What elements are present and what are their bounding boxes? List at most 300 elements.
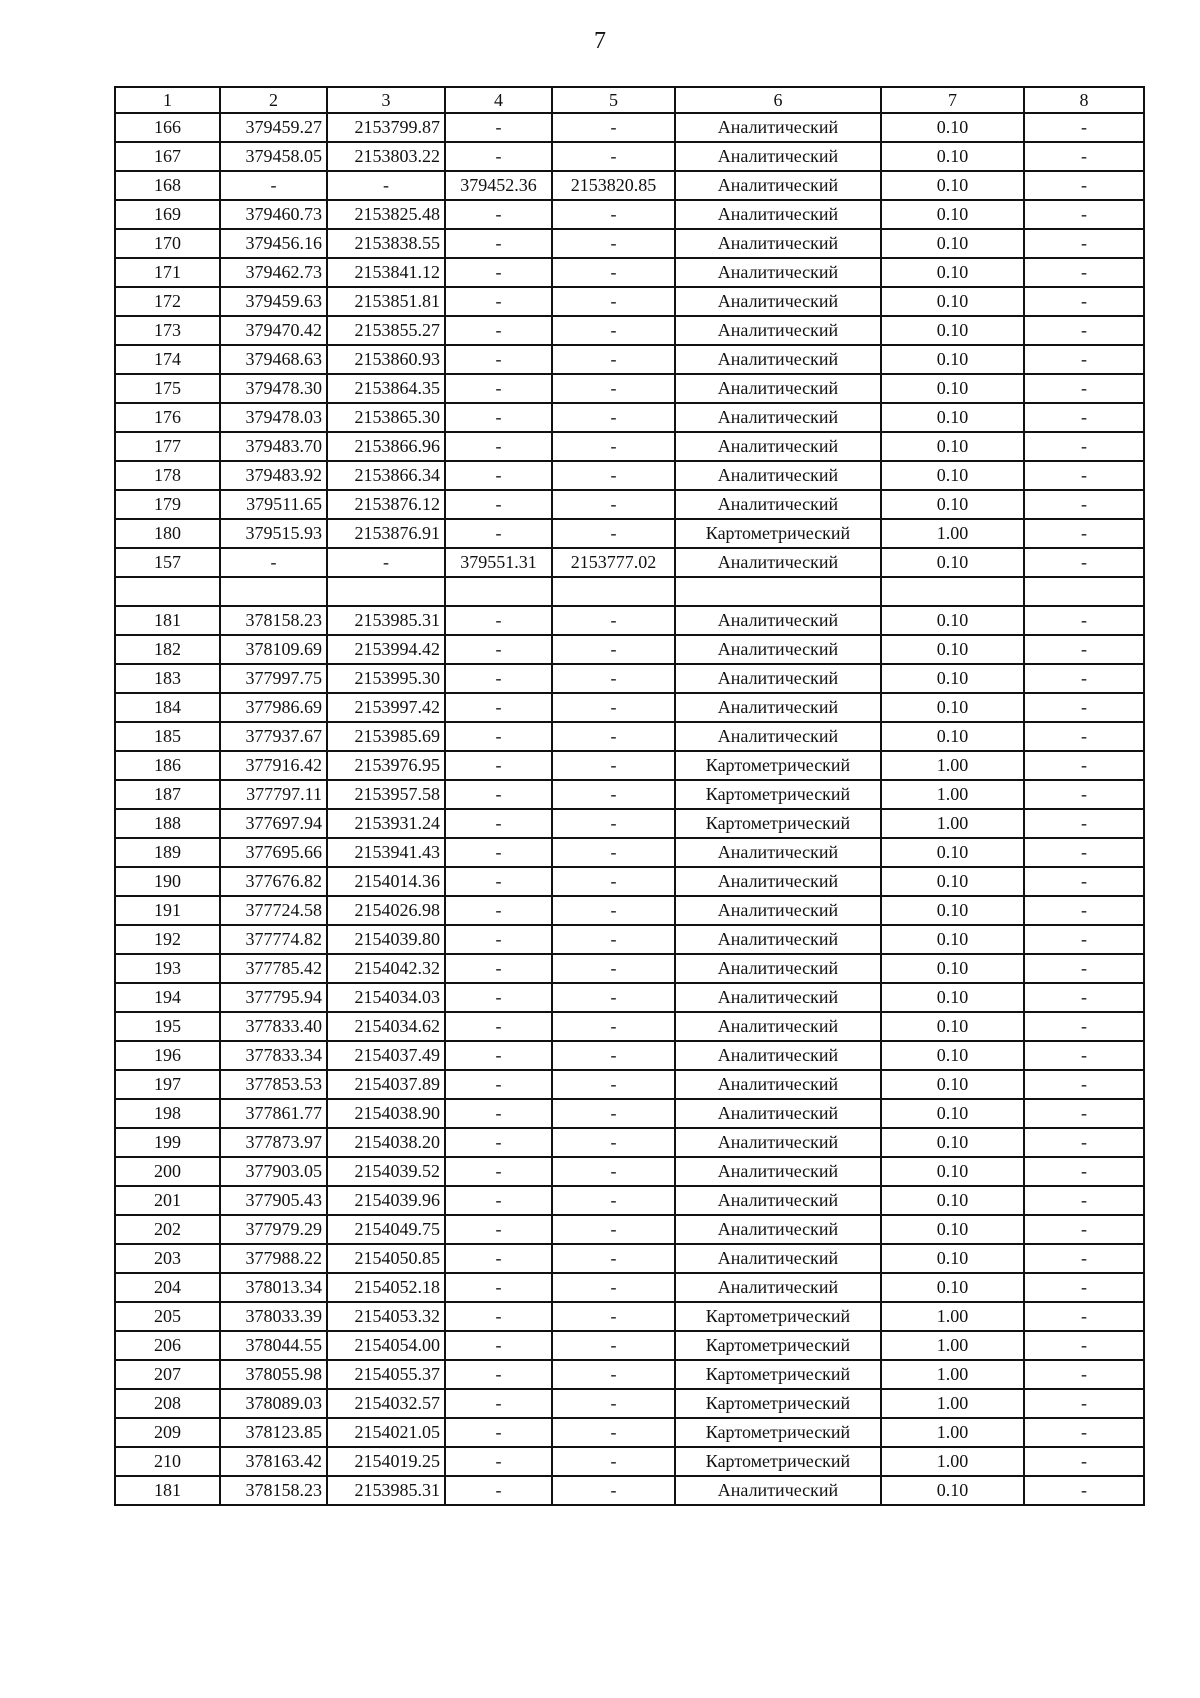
table-cell: 379456.16 <box>220 229 327 258</box>
table-cell <box>675 577 881 606</box>
table-cell: Аналитический <box>675 345 881 374</box>
table-cell: 2154050.85 <box>327 1244 445 1273</box>
table-cell: 1.00 <box>881 1331 1024 1360</box>
table-cell: - <box>1024 113 1144 142</box>
table-cell: 0.10 <box>881 983 1024 1012</box>
table-cell: 0.10 <box>881 1041 1024 1070</box>
table-row <box>115 1099 1144 1128</box>
table-cell: - <box>1024 925 1144 954</box>
table-cell: 2153820.85 <box>552 171 675 200</box>
table-cell: 2153777.02 <box>552 548 675 577</box>
table-cell: Аналитический <box>675 490 881 519</box>
table-cell: 187 <box>115 780 220 809</box>
table-cell: - <box>552 113 675 142</box>
table-cell: - <box>1024 635 1144 664</box>
table-cell: 379460.73 <box>220 200 327 229</box>
table-cell: 379459.63 <box>220 287 327 316</box>
table-cell: - <box>1024 1070 1144 1099</box>
column-header: 7 <box>881 87 1024 113</box>
table-cell: 377979.29 <box>220 1215 327 1244</box>
table-cell: 2153876.91 <box>327 519 445 548</box>
table-cell: Аналитический <box>675 983 881 1012</box>
table-cell: - <box>445 606 552 635</box>
table-cell: Аналитический <box>675 693 881 722</box>
table-row <box>115 1302 1144 1331</box>
table-cell: 0.10 <box>881 229 1024 258</box>
table-cell: 377833.40 <box>220 1012 327 1041</box>
table-cell: - <box>552 200 675 229</box>
table-cell: 377861.77 <box>220 1099 327 1128</box>
table-cell: Картометрический <box>675 780 881 809</box>
table-cell: 2154037.89 <box>327 1070 445 1099</box>
table-cell: 0.10 <box>881 490 1024 519</box>
table-cell: 0.10 <box>881 722 1024 751</box>
table-cell: - <box>445 1418 552 1447</box>
table-cell: - <box>552 1041 675 1070</box>
table-cell: - <box>552 1273 675 1302</box>
table-cell: - <box>445 374 552 403</box>
table-cell: - <box>445 1302 552 1331</box>
table-cell: 2153851.81 <box>327 287 445 316</box>
table-cell: 2154021.05 <box>327 1418 445 1447</box>
table-cell: - <box>445 896 552 925</box>
table-cell: - <box>445 1012 552 1041</box>
table-cell: - <box>552 1418 675 1447</box>
table-row <box>115 1070 1144 1099</box>
table-row <box>115 867 1144 896</box>
table-cell: 379515.93 <box>220 519 327 548</box>
table-cell: Аналитический <box>675 925 881 954</box>
table-cell: 2154039.80 <box>327 925 445 954</box>
table-cell: - <box>552 1186 675 1215</box>
table-row <box>115 461 1144 490</box>
table-cell <box>327 577 445 606</box>
table-cell: 378055.98 <box>220 1360 327 1389</box>
table-cell: 180 <box>115 519 220 548</box>
table-cell: Аналитический <box>675 1128 881 1157</box>
table-cell: 202 <box>115 1215 220 1244</box>
table-cell: - <box>552 838 675 867</box>
table-row <box>115 606 1144 635</box>
table-cell: 0.10 <box>881 1215 1024 1244</box>
table-cell: 378033.39 <box>220 1302 327 1331</box>
table-cell: Картометрический <box>675 1331 881 1360</box>
table-cell: 0.10 <box>881 548 1024 577</box>
table-cell: Картометрический <box>675 809 881 838</box>
table-cell: - <box>1024 867 1144 896</box>
table-cell: 377986.69 <box>220 693 327 722</box>
table-row <box>115 1244 1144 1273</box>
table-cell: 377774.82 <box>220 925 327 954</box>
table-cell: - <box>1024 606 1144 635</box>
table-cell: - <box>445 142 552 171</box>
table-cell: 0.10 <box>881 461 1024 490</box>
table-cell: - <box>445 1360 552 1389</box>
table-cell: 2154053.32 <box>327 1302 445 1331</box>
table-cell: - <box>1024 1302 1144 1331</box>
table-cell: 0.10 <box>881 1012 1024 1041</box>
table-cell: - <box>327 171 445 200</box>
table-cell: Аналитический <box>675 1099 881 1128</box>
table-cell: - <box>445 635 552 664</box>
table-cell: 168 <box>115 171 220 200</box>
table-cell: Аналитический <box>675 200 881 229</box>
table-cell: - <box>1024 1273 1144 1302</box>
column-header: 1 <box>115 87 220 113</box>
table-row <box>115 113 1144 142</box>
table-cell: - <box>1024 316 1144 345</box>
table-cell: Аналитический <box>675 867 881 896</box>
table-cell: - <box>445 1041 552 1070</box>
table-cell: Картометрический <box>675 751 881 780</box>
table-cell: 198 <box>115 1099 220 1128</box>
table-cell: 181 <box>115 1476 220 1505</box>
table-cell: Аналитический <box>675 635 881 664</box>
table-cell: 190 <box>115 867 220 896</box>
table-cell: 2153838.55 <box>327 229 445 258</box>
table-cell: 2154055.37 <box>327 1360 445 1389</box>
table-cell: 2153931.24 <box>327 809 445 838</box>
table-row <box>115 1215 1144 1244</box>
table-cell: - <box>445 1476 552 1505</box>
table-cell: Аналитический <box>675 1157 881 1186</box>
table-cell: - <box>445 1244 552 1273</box>
table-cell: 0.10 <box>881 345 1024 374</box>
table-cell <box>445 577 552 606</box>
table-cell: 0.10 <box>881 171 1024 200</box>
table-cell: - <box>552 925 675 954</box>
table-cell: - <box>327 548 445 577</box>
table-cell: 2154042.32 <box>327 954 445 983</box>
table-cell: - <box>445 925 552 954</box>
table-row <box>115 374 1144 403</box>
table-cell: 2153976.95 <box>327 751 445 780</box>
table-row <box>115 954 1144 983</box>
table-cell: - <box>1024 693 1144 722</box>
table-cell: - <box>445 1157 552 1186</box>
table-cell: - <box>552 1128 675 1157</box>
table-cell: 2154052.18 <box>327 1273 445 1302</box>
table-cell: Аналитический <box>675 1041 881 1070</box>
table-cell: - <box>445 809 552 838</box>
table-cell: 175 <box>115 374 220 403</box>
table-row <box>115 316 1144 345</box>
table-cell: Аналитический <box>675 1273 881 1302</box>
table-cell: Аналитический <box>675 287 881 316</box>
table-cell: 377833.34 <box>220 1041 327 1070</box>
table-cell: Аналитический <box>675 1244 881 1273</box>
table-cell: 207 <box>115 1360 220 1389</box>
table-cell: Картометрический <box>675 1447 881 1476</box>
table-cell: - <box>445 983 552 1012</box>
table-cell: - <box>552 896 675 925</box>
table-cell: 378158.23 <box>220 606 327 635</box>
table-cell: 379468.63 <box>220 345 327 374</box>
table-cell: 2154026.98 <box>327 896 445 925</box>
table-cell: Аналитический <box>675 461 881 490</box>
table-cell: 179 <box>115 490 220 519</box>
table-cell: 377853.53 <box>220 1070 327 1099</box>
table-cell: 0.10 <box>881 606 1024 635</box>
table-row <box>115 200 1144 229</box>
table-cell: 0.10 <box>881 287 1024 316</box>
table-cell: Аналитический <box>675 1215 881 1244</box>
table-cell: - <box>220 548 327 577</box>
table-cell: 0.10 <box>881 316 1024 345</box>
coordinates-table <box>114 86 1145 1506</box>
table-cell: Аналитический <box>675 1476 881 1505</box>
table-cell: - <box>1024 1476 1144 1505</box>
table-row <box>115 1360 1144 1389</box>
table-cell: - <box>1024 432 1144 461</box>
table-cell: Аналитический <box>675 113 881 142</box>
table-cell: - <box>1024 1128 1144 1157</box>
table-cell: 377785.42 <box>220 954 327 983</box>
table-cell: - <box>552 722 675 751</box>
table-row <box>115 751 1144 780</box>
column-header: 8 <box>1024 87 1144 113</box>
table-cell: - <box>552 867 675 896</box>
table-cell: - <box>220 171 327 200</box>
table-cell: 2153985.69 <box>327 722 445 751</box>
table-cell: Аналитический <box>675 142 881 171</box>
table-cell: 2153994.42 <box>327 635 445 664</box>
table-cell: 1.00 <box>881 1389 1024 1418</box>
table-cell: - <box>1024 258 1144 287</box>
table-cell: - <box>445 1128 552 1157</box>
table-row <box>115 693 1144 722</box>
table-cell: 377873.97 <box>220 1128 327 1157</box>
table-cell: 0.10 <box>881 1476 1024 1505</box>
table-cell: - <box>445 1447 552 1476</box>
table-cell: 171 <box>115 258 220 287</box>
table-cell: - <box>445 693 552 722</box>
table-cell: - <box>445 200 552 229</box>
table-cell: 0.10 <box>881 925 1024 954</box>
table-cell: 209 <box>115 1418 220 1447</box>
table-cell: 2153865.30 <box>327 403 445 432</box>
table-cell: 377997.75 <box>220 664 327 693</box>
table-row <box>115 229 1144 258</box>
table-cell: 174 <box>115 345 220 374</box>
table-row <box>115 896 1144 925</box>
table-cell: 2154038.90 <box>327 1099 445 1128</box>
table-cell: - <box>1024 1447 1144 1476</box>
table-cell: 0.10 <box>881 432 1024 461</box>
table-cell: - <box>445 345 552 374</box>
table-cell: 200 <box>115 1157 220 1186</box>
table-cell: - <box>1024 1099 1144 1128</box>
table-cell: 206 <box>115 1331 220 1360</box>
table-cell: Аналитический <box>675 606 881 635</box>
table-cell: Аналитический <box>675 838 881 867</box>
table-row <box>115 577 1144 606</box>
table-cell: 377903.05 <box>220 1157 327 1186</box>
table-cell: 2153995.30 <box>327 664 445 693</box>
table-cell: - <box>552 345 675 374</box>
table-cell: 205 <box>115 1302 220 1331</box>
table-cell: 157 <box>115 548 220 577</box>
table-cell: 378044.55 <box>220 1331 327 1360</box>
table-cell: - <box>552 461 675 490</box>
table-cell: Аналитический <box>675 954 881 983</box>
table-cell: - <box>445 1389 552 1418</box>
column-header: 5 <box>552 87 675 113</box>
table-cell: 181 <box>115 606 220 635</box>
table-cell: - <box>1024 664 1144 693</box>
table-cell: - <box>445 316 552 345</box>
table-cell: 2153957.58 <box>327 780 445 809</box>
table-cell: 166 <box>115 113 220 142</box>
table-row <box>115 142 1144 171</box>
table-row <box>115 490 1144 519</box>
table-cell: 204 <box>115 1273 220 1302</box>
table-cell: 2154049.75 <box>327 1215 445 1244</box>
table-cell: 379459.27 <box>220 113 327 142</box>
table-cell: 203 <box>115 1244 220 1273</box>
table-cell: - <box>552 1360 675 1389</box>
table-cell: 378163.42 <box>220 1447 327 1476</box>
table-cell <box>552 577 675 606</box>
table-cell: 0.10 <box>881 635 1024 664</box>
page-number: 7 <box>594 28 606 54</box>
table-cell: 377988.22 <box>220 1244 327 1273</box>
table-cell <box>1024 577 1144 606</box>
table-cell: 1.00 <box>881 780 1024 809</box>
table-cell: - <box>552 983 675 1012</box>
table-cell: 0.10 <box>881 142 1024 171</box>
table-cell: 1.00 <box>881 809 1024 838</box>
table-cell: 0.10 <box>881 954 1024 983</box>
table-cell: 379470.42 <box>220 316 327 345</box>
table-cell: 170 <box>115 229 220 258</box>
table-cell: 197 <box>115 1070 220 1099</box>
table-row <box>115 1331 1144 1360</box>
table-row <box>115 635 1144 664</box>
table-cell: 0.10 <box>881 1099 1024 1128</box>
table-cell: 377697.94 <box>220 809 327 838</box>
table-cell: - <box>552 403 675 432</box>
table-cell: - <box>552 490 675 519</box>
table-cell: - <box>1024 780 1144 809</box>
table-cell: 194 <box>115 983 220 1012</box>
table-cell: - <box>1024 1360 1144 1389</box>
table-cell: - <box>445 751 552 780</box>
table-cell: Аналитический <box>675 374 881 403</box>
table-cell: 2154034.03 <box>327 983 445 1012</box>
table-cell: 182 <box>115 635 220 664</box>
table-cell: 192 <box>115 925 220 954</box>
table-cell: Аналитический <box>675 722 881 751</box>
table-cell: 379478.03 <box>220 403 327 432</box>
table-cell: 379458.05 <box>220 142 327 171</box>
table-cell: 195 <box>115 1012 220 1041</box>
table-cell: 2154037.49 <box>327 1041 445 1070</box>
column-header: 6 <box>675 87 881 113</box>
table-row <box>115 432 1144 461</box>
table-cell: - <box>1024 1186 1144 1215</box>
table-cell: Аналитический <box>675 1012 881 1041</box>
table-cell: - <box>1024 461 1144 490</box>
table-cell: - <box>1024 1215 1144 1244</box>
table-row <box>115 1128 1144 1157</box>
table-row <box>115 925 1144 954</box>
table-row <box>115 1186 1144 1215</box>
table-cell: - <box>552 1302 675 1331</box>
table-row <box>115 1041 1144 1070</box>
table-cell: - <box>552 258 675 287</box>
table-cell: - <box>552 1244 675 1273</box>
table-cell: - <box>1024 1331 1144 1360</box>
table-cell: 0.10 <box>881 403 1024 432</box>
table-cell: Аналитический <box>675 432 881 461</box>
table-cell: - <box>552 664 675 693</box>
table-cell: 0.10 <box>881 1128 1024 1157</box>
table-cell: 173 <box>115 316 220 345</box>
table-cell: 2153864.35 <box>327 374 445 403</box>
table-cell: - <box>1024 403 1144 432</box>
table-cell: - <box>552 693 675 722</box>
table-cell: 0.10 <box>881 200 1024 229</box>
table-cell: 189 <box>115 838 220 867</box>
table-cell: 378013.34 <box>220 1273 327 1302</box>
table-cell: - <box>1024 983 1144 1012</box>
table-cell: 378123.85 <box>220 1418 327 1447</box>
table-cell: 0.10 <box>881 374 1024 403</box>
table-cell: - <box>552 954 675 983</box>
table-cell: - <box>1024 345 1144 374</box>
table-cell: 172 <box>115 287 220 316</box>
table-row <box>115 780 1144 809</box>
table-cell: Аналитический <box>675 403 881 432</box>
table-cell: 169 <box>115 200 220 229</box>
table-cell: 2153825.48 <box>327 200 445 229</box>
table-cell: 178 <box>115 461 220 490</box>
table-cell: - <box>445 722 552 751</box>
table-cell: - <box>445 113 552 142</box>
table-cell: - <box>445 519 552 548</box>
table-cell: Аналитический <box>675 896 881 925</box>
table-row <box>115 403 1144 432</box>
table-cell: - <box>552 374 675 403</box>
table-cell: 2154032.57 <box>327 1389 445 1418</box>
table-cell <box>881 577 1024 606</box>
column-header: 4 <box>445 87 552 113</box>
table-row <box>115 345 1144 374</box>
table-cell: - <box>445 954 552 983</box>
table-cell: - <box>1024 229 1144 258</box>
table-cell: 208 <box>115 1389 220 1418</box>
table-cell: - <box>1024 287 1144 316</box>
table-row <box>115 1012 1144 1041</box>
table-cell: 377676.82 <box>220 867 327 896</box>
table-cell: 201 <box>115 1186 220 1215</box>
table-row <box>115 838 1144 867</box>
table-cell: - <box>1024 374 1144 403</box>
table-cell: - <box>552 809 675 838</box>
table-cell: 0.10 <box>881 896 1024 925</box>
table-cell: 377937.67 <box>220 722 327 751</box>
table-cell: Аналитический <box>675 229 881 258</box>
table-cell: - <box>445 1186 552 1215</box>
table-cell: - <box>552 519 675 548</box>
table-cell: - <box>445 1215 552 1244</box>
table-cell: - <box>552 1157 675 1186</box>
table-cell: - <box>552 287 675 316</box>
table-cell: - <box>445 867 552 896</box>
table-cell: - <box>1024 142 1144 171</box>
table-cell: 2153866.34 <box>327 461 445 490</box>
